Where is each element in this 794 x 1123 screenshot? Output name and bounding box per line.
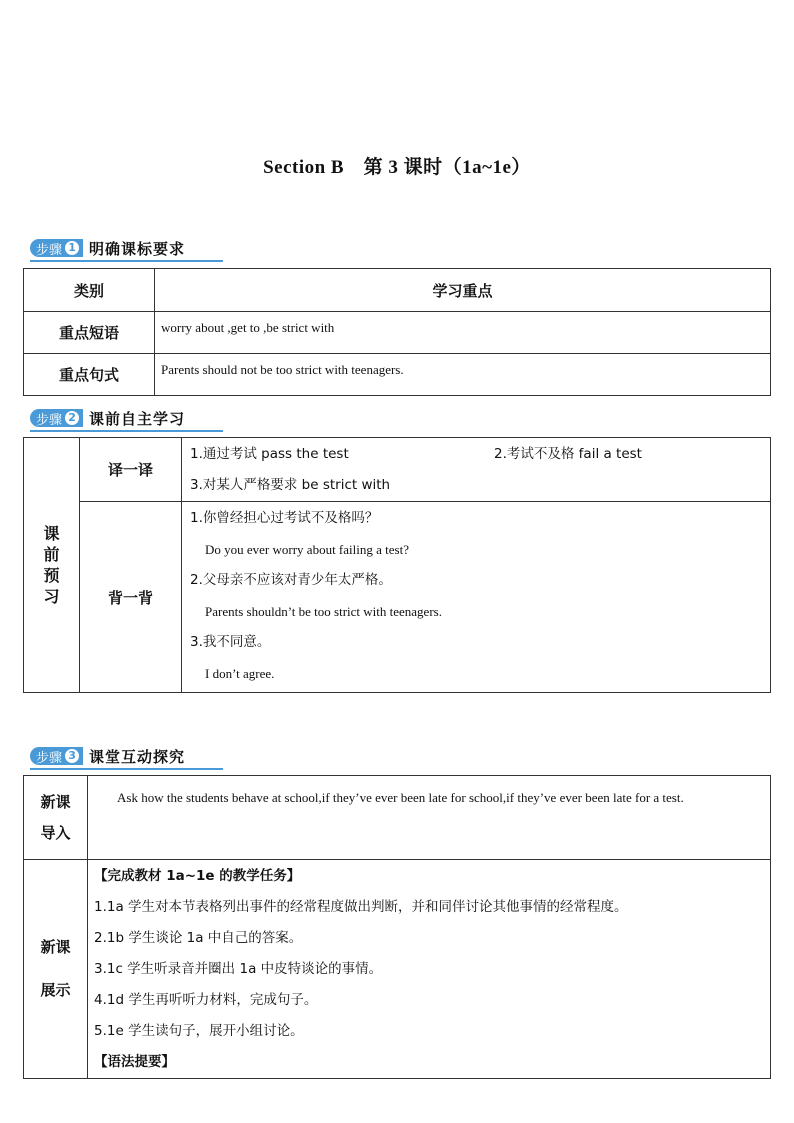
show-label-text: 新课展示 (40, 938, 71, 999)
show-item-2: 2.1b 学生谈论 1a 中自己的答案。 (94, 930, 303, 946)
step-3-badge (30, 747, 83, 765)
step-badge-text: 步骤 (36, 750, 63, 766)
step-1-header (30, 236, 223, 262)
recite-line-1: 1.你曾经担心过考试不及格吗？ (190, 510, 379, 526)
recite-line-5: 3.我不同意。 (190, 634, 271, 650)
show-item-5: 5.1e 学生读句子，展开小组讨论。 (94, 1023, 304, 1039)
translate-item-3: 3.对某人严格要求 be strict with (190, 477, 391, 493)
translate-label: 译一译 (80, 438, 182, 502)
show-cell (88, 860, 771, 1079)
step-2-badge (30, 409, 83, 427)
sentence-label: 重点句式 (24, 354, 155, 396)
classroom-table (23, 775, 771, 1079)
step-2-header (30, 406, 223, 432)
recite-line-6: I don’t agree. (205, 666, 275, 681)
phrase-label: 重点短语 (24, 312, 155, 354)
recite-cell (182, 502, 771, 693)
step-badge-text: 步骤 (36, 412, 63, 428)
page-title: Section B 第 3 课时（1a~1e） (263, 157, 531, 178)
preview-side-text: 课前预习 (43, 524, 60, 606)
translate-item-2: 2.考试不及格 fail a test (494, 446, 642, 462)
recite-line-3: 2.父母亲不应该对青少年太严格。 (190, 572, 392, 588)
intro-label (24, 776, 88, 860)
step-number: 3 (65, 749, 79, 763)
step-1-label: 明确课标要求 (89, 239, 186, 258)
step-2-label: 课前自主学习 (89, 409, 186, 428)
recite-label: 背一背 (80, 502, 182, 693)
step-number: 2 (65, 411, 79, 425)
grammar-heading: 【语法提要】 (94, 1054, 175, 1070)
show-label (24, 860, 88, 1079)
preview-table (23, 437, 771, 693)
step-1-badge (30, 239, 83, 257)
show-item-1: 1.1a 学生对本节表格列出事件的经常程度做出判断，并和同伴讨论其他事情的经常程度。 (94, 899, 628, 915)
show-item-4: 4.1d 学生再听听力材料，完成句子。 (94, 992, 318, 1008)
show-item-3: 3.1c 学生听录音并圈出 1a 中皮特谈论的事情。 (94, 961, 383, 977)
intro-text: Ask how the students behave at school,if they’ve ever been late for school,if they’ve ever been late for a test. (88, 776, 771, 860)
sentence-value: Parents should not be too strict with teenagers. (155, 354, 771, 396)
preview-side-label (24, 438, 80, 693)
step-3-header (30, 744, 223, 770)
translate-item-1: 1.通过考试 pass the test (190, 446, 349, 462)
header-focus: 学习重点 (155, 269, 771, 312)
step-badge-text: 步骤 (36, 242, 63, 258)
intro-label-text: 新课导入 (40, 792, 71, 842)
show-heading: 【完成教材 1a~1e 的教学任务】 (94, 868, 301, 884)
recite-line-4: Parents shouldn’t be too strict with teenagers. (205, 604, 442, 619)
phrase-value: worry about ,get to ,be strict with (155, 312, 771, 354)
step-3-label: 课堂互动探究 (89, 747, 186, 766)
key-points-table (23, 268, 771, 396)
header-category: 类别 (24, 269, 155, 312)
step-number: 1 (65, 241, 79, 255)
translate-cell (182, 438, 771, 502)
recite-line-2: Do you ever worry about failing a test? (205, 542, 409, 557)
